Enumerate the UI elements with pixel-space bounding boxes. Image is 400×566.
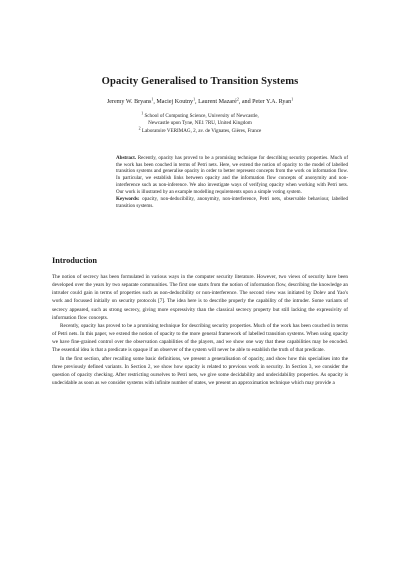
author-name: Jeremy W. Bryans — [106, 99, 152, 105]
author-affiliation-mark: 1 — [291, 97, 294, 102]
affiliation-mark: 2 — [138, 126, 141, 131]
section-body — [52, 273, 348, 387]
paragraph: In the first section, after recalling some basic definitions, we present a generalisation of opacity, and show how this specialises into the three previously defined variants. In Section 2, we show how opacity is related to previous work in security. In Section 3, we consider the question of opacity checking. After restricting ourselves to Petri nets, we give some decidability and undecidability properties. As opacity is undecidable as soon as we consider systems with infinite number of states, we present an approximation technique which may provide a — [52, 355, 348, 387]
keywords-label: Keywords: — [116, 195, 140, 202]
paragraph: Recently, opacity has proved to be a promising technique for describing security properties. Much of the work has been couched in terms of Petri nets. In this paper, we extend the notion of opacity to the more general framework of labelled transition systems. When using opacity we have fine-grained control over the observation capabilities of the players, and we show one way that these capabilities may be encoded. The essential idea is that a predicate is opaque if an observer of the system will never be able to establish the truth of that predicate. — [52, 322, 348, 354]
affiliation-mark: 1 — [141, 111, 144, 116]
affiliation-line: School of Computing Science, University of Newcastle, — [144, 113, 259, 119]
author-affiliation-mark: 1 — [193, 97, 196, 102]
author-separator: , and — [238, 99, 253, 105]
author-name: Maciej Koutny — [156, 99, 194, 105]
abstract-label: Abstract. — [116, 155, 137, 161]
keywords-text: opacity, non-deducibility, anonymity, non-interference, Petri nets, observable behaviour, labelled transition systems. — [116, 195, 348, 209]
paper-title: Opacity Generalised to Transition Systems — [101, 76, 299, 87]
author-name: Peter Y.A. Ryan — [252, 99, 292, 105]
author-affiliation-mark: 2 — [236, 97, 239, 102]
author-affiliation-mark: 1 — [151, 97, 154, 102]
abstract-text: Recently, opacity has proved to be a promising technique for describing security properties. Much of the work has been couched in terms of Petri nets. Here, we extend the notion of opacity to the model of labelled transition systems and generalise opacity in order to better represent concepts from the work on information flow. In particular, we establish links between opacity and the information flow concepts of anonymity and non-interference such as non-inference. We also investigate ways of verifying opacity when working with Petri nets. Our work is illustrated by an example modelling requirements upon a simple voting system. — [116, 155, 349, 195]
affiliation-line: Newcastle upon Tyne, NE1 7RU, United Kingdom — [148, 120, 252, 127]
affiliation-line: Laboratoire VERIMAG, 2, av. de Vignates, Gières, France — [141, 128, 262, 134]
affiliation-2 — [0, 128, 400, 135]
paragraph: The notion of secrecy has been formulated in various ways in the computer security literature. However, two views of security have been developed over the years by two separate communities. The first one starts from the notion of information flow, describing the knowledge an intruder could gain in terms of properties such as non-deducibility or non-interference. The second view was initiated by Dolev and Yao's work and focussed initially on security protocols [7]. The idea here is to describe properly the capability of the intruder. Some variants of secrecy appeared, such as strong secrecy, giving more expressivity than the classical secrecy property but still lacking the expressivity of information flow concepts. — [52, 274, 348, 321]
section-heading: Introduction — [52, 256, 98, 265]
affiliation-1 — [0, 113, 400, 128]
abstract — [116, 155, 348, 209]
author-name: Laurent Mazaré — [198, 99, 237, 105]
author-line: Jeremy W. Bryans$^1$, Maciej Koutny$^1$, Laurent Mazaré$^2$, and Peter Y.A. Ryan$^1$ — [106, 97, 294, 105]
